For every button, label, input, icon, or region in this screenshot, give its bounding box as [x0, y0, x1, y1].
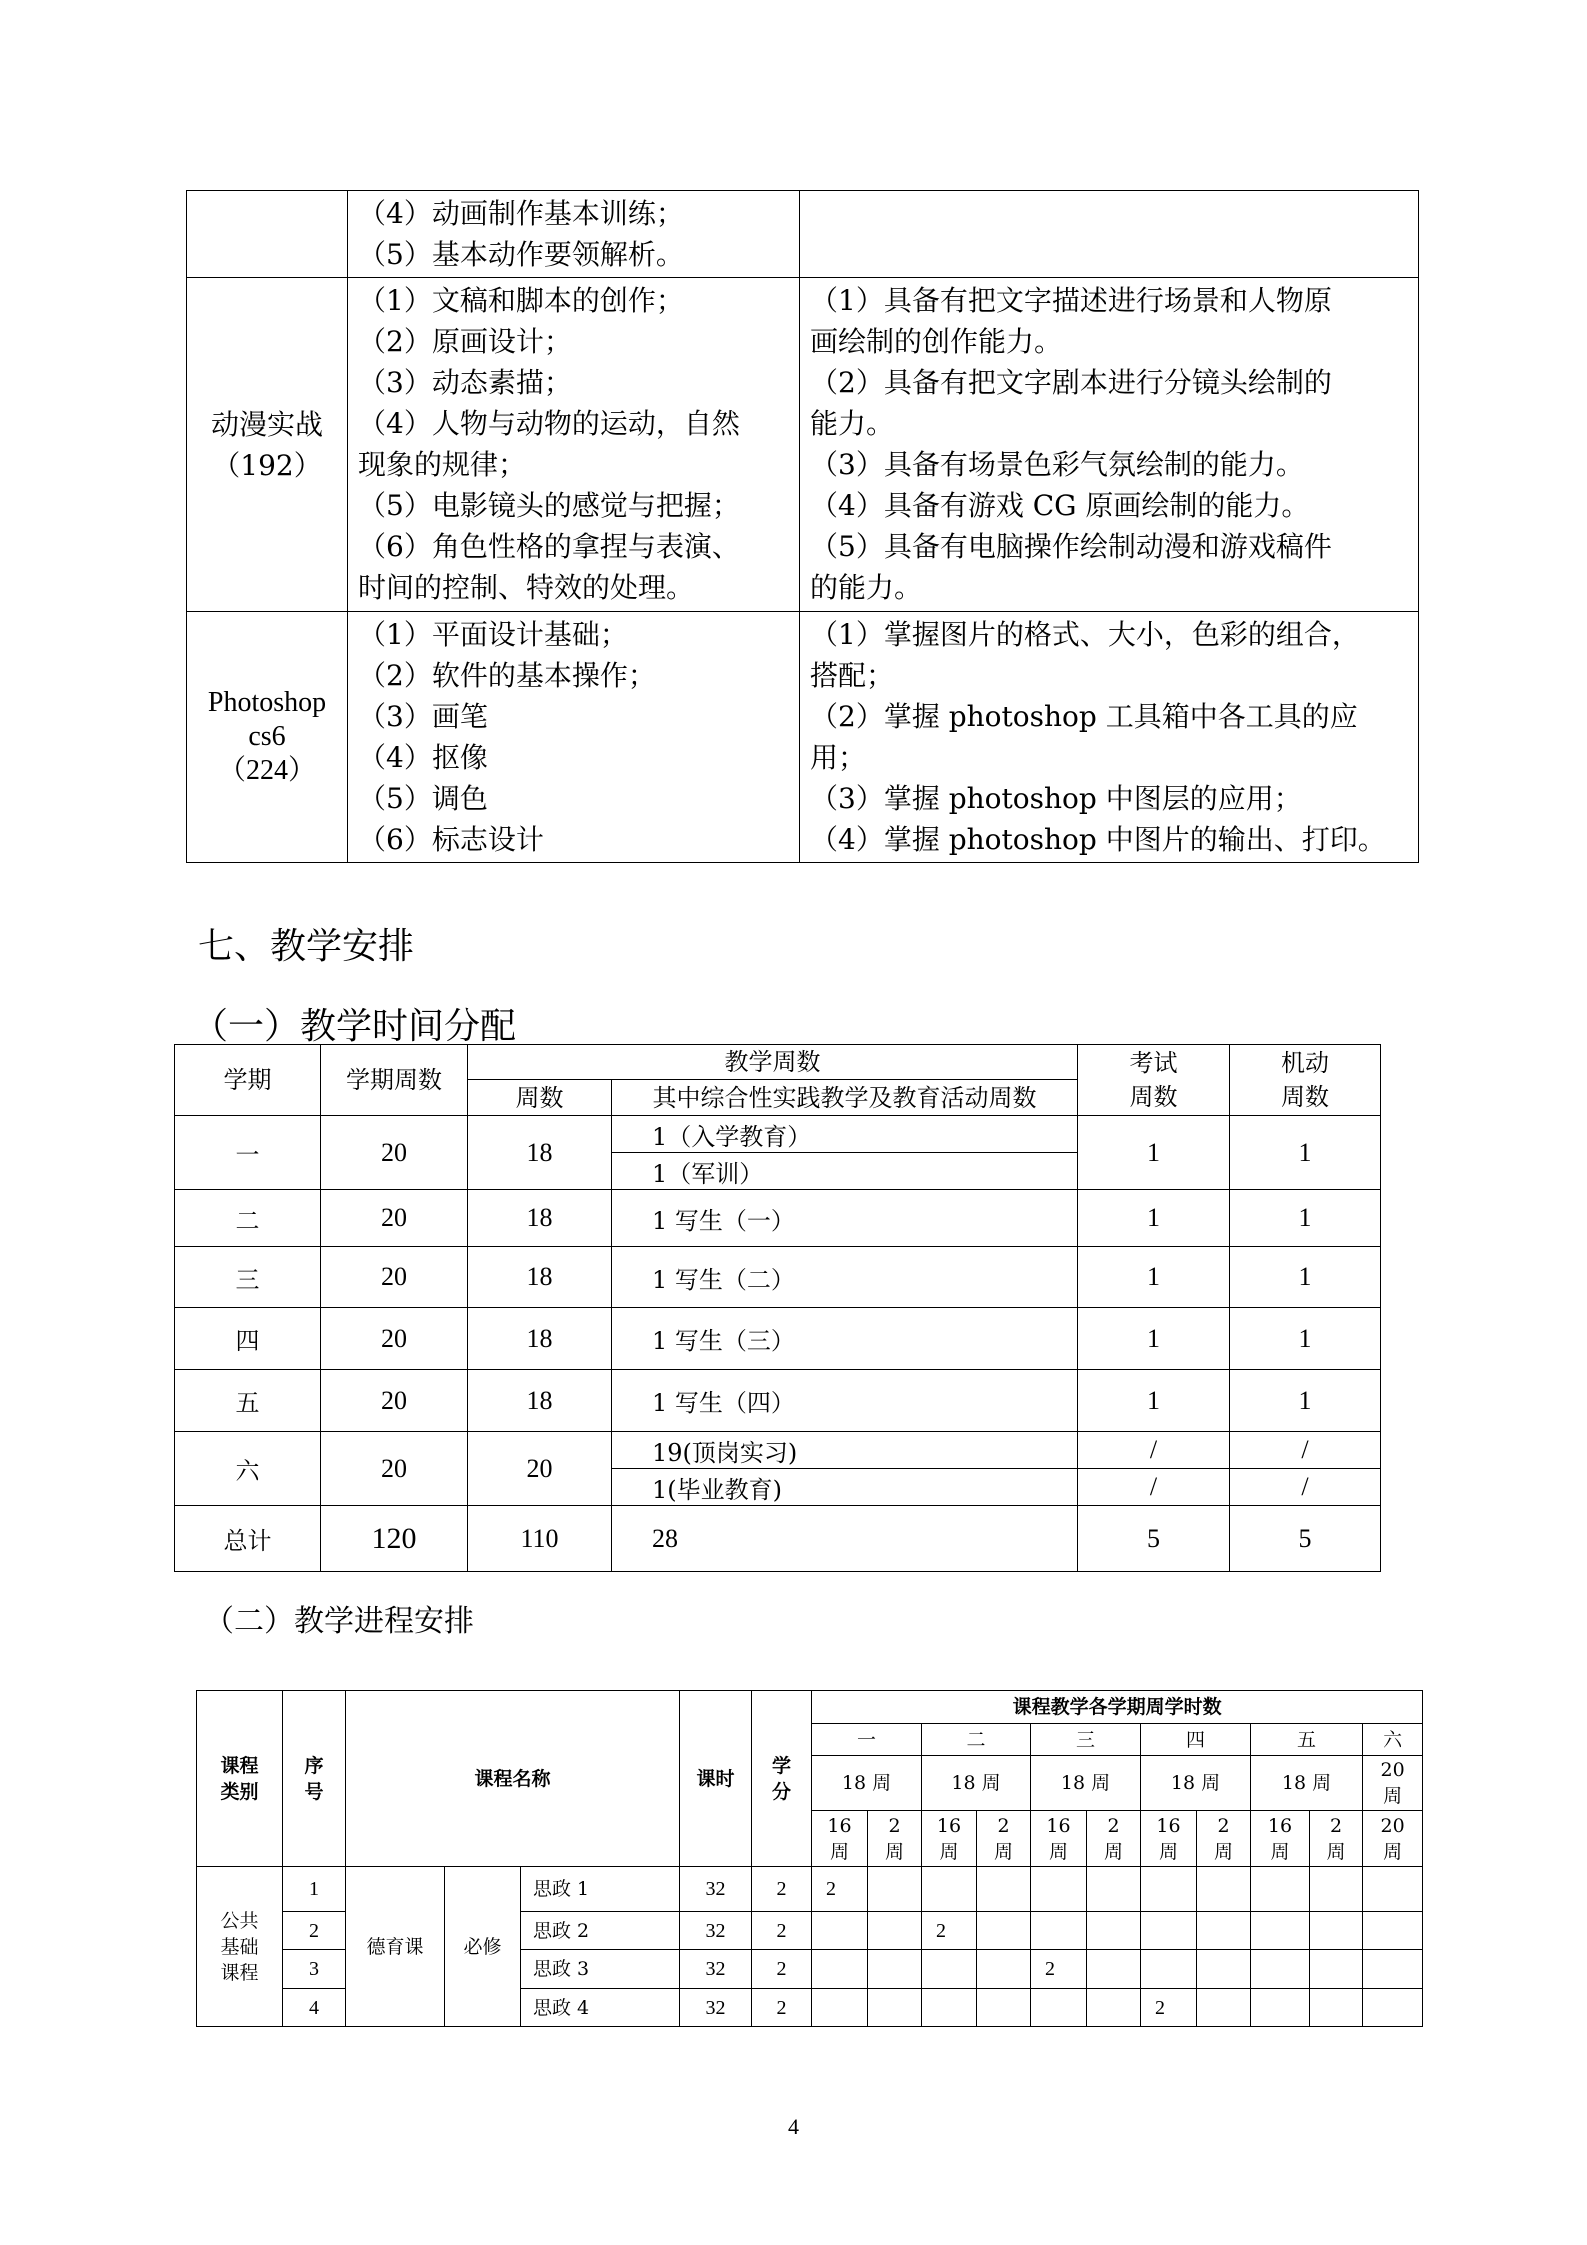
content-line: （3）动态素描； [358, 366, 572, 399]
week-cell [1251, 1989, 1310, 2027]
content-line: 现象的规律； [358, 448, 527, 481]
week-cell [812, 1912, 868, 1950]
week-cell [922, 1950, 977, 1989]
week-cell [1197, 1867, 1251, 1912]
hours-cell: 32 [680, 1950, 752, 1989]
sub-week-header: 2 周 [1310, 1811, 1363, 1867]
week-cell [1031, 1912, 1087, 1950]
week-cell [1141, 1912, 1197, 1950]
term-weeks-header: 20 周 [1363, 1756, 1423, 1811]
table-row [187, 612, 1419, 863]
table-row [175, 1370, 1381, 1432]
week-cell [1197, 1989, 1251, 2027]
table-row [175, 1308, 1381, 1370]
credit-cell: 2 [752, 1950, 812, 1989]
ability-line: （1）具备有把文字描述进行场景和人物原 [810, 284, 1332, 317]
practice-cell: 1 写生（三） [612, 1308, 1078, 1370]
header-practice-weeks: 其中综合性实践教学及教育活动周数 [612, 1080, 1078, 1116]
content-line: （2）软件的基本操作； [358, 659, 656, 692]
weeks-cell: 110 [468, 1506, 612, 1572]
term-weeks-cell: 20 [321, 1247, 468, 1308]
week-cell [1141, 1867, 1197, 1912]
term-weeks-header: 18 周 [812, 1756, 922, 1811]
week-cell [977, 1912, 1031, 1950]
content-line: （4）动画制作基本训练； [358, 197, 684, 230]
week-cell [1251, 1912, 1310, 1950]
course-name-cell: 思政 1 [521, 1867, 680, 1912]
category-cell: 公共 基础 课程 [197, 1867, 283, 2027]
content-line: 时间的控制、特效的处理。 [358, 571, 695, 604]
flex-cell: 1 [1230, 1308, 1381, 1370]
week-cell [1363, 1950, 1423, 1989]
week-cell [1310, 1912, 1363, 1950]
course-content-cell [348, 278, 800, 612]
practice-cell: 1 写生（一） [612, 1190, 1078, 1247]
table-row [187, 191, 1419, 278]
sub-week-header: 2 周 [1197, 1811, 1251, 1867]
week-cell [977, 1950, 1031, 1989]
term-weeks-header: 18 周 [922, 1756, 1031, 1811]
header-hours: 课时 [680, 1691, 752, 1867]
week-cell [1141, 1950, 1197, 1989]
term-cell: 五 [175, 1370, 321, 1432]
flex-cell: / [1230, 1432, 1381, 1469]
week-cell [868, 1912, 922, 1950]
term-header: 四 [1141, 1724, 1251, 1756]
table-row [175, 1190, 1381, 1247]
term-weeks-cell: 20 [321, 1370, 468, 1432]
course-content-cell [348, 612, 800, 863]
week-cell: 2 [1031, 1950, 1087, 1989]
week-cell [922, 1867, 977, 1912]
header-no: 序 号 [283, 1691, 346, 1867]
term-weeks-header: 18 周 [1141, 1756, 1251, 1811]
exam-cell: 1 [1078, 1308, 1230, 1370]
term-header: 三 [1031, 1724, 1141, 1756]
credit-cell: 2 [752, 1867, 812, 1912]
course-name: 动漫实战 [210, 407, 323, 441]
hours-cell: 32 [680, 1989, 752, 2027]
flex-cell: 1 [1230, 1190, 1381, 1247]
exam-cell: 1 [1078, 1190, 1230, 1247]
course-content-table [186, 190, 1419, 863]
course-ability-cell [800, 191, 1419, 278]
header-term: 学期 [175, 1045, 321, 1116]
table-row [175, 1506, 1381, 1572]
ability-line: 画绘制的创作能力。 [810, 325, 1063, 358]
week-cell [1363, 1989, 1423, 2027]
section-heading: 七、教学安排 [198, 926, 415, 967]
week-cell [977, 1867, 1031, 1912]
no-cell: 3 [283, 1950, 346, 1989]
course-name-cell: 思政 2 [521, 1912, 680, 1950]
week-cell: 2 [922, 1912, 977, 1950]
flex-cell: / [1230, 1469, 1381, 1506]
content-line: （1）文稿和脚本的创作； [358, 284, 684, 317]
no-cell: 1 [283, 1867, 346, 1912]
term-weeks-cell: 20 [321, 1308, 468, 1370]
teaching-progress-table [196, 1690, 1423, 2027]
header-term-weeks: 学期周数 [321, 1045, 468, 1116]
header-credit: 学 分 [752, 1691, 812, 1867]
page-number: 4 [788, 2114, 799, 2139]
term-cell: 二 [175, 1190, 321, 1247]
term-cell: 三 [175, 1247, 321, 1308]
header-weekly-hours: 课程教学各学期周学时数 [812, 1691, 1423, 1724]
subsection-heading: （二）教学进程安排 [204, 1604, 474, 1639]
week-cell [868, 1867, 922, 1912]
header-exam-weeks: 考试 周数 [1078, 1045, 1230, 1116]
course-ability-cell [800, 612, 1419, 863]
week-cell [1310, 1950, 1363, 1989]
course-name-version: cs6 [248, 721, 286, 752]
week-cell [1087, 1950, 1141, 1989]
table-row [175, 1116, 1381, 1153]
course-name-cell: 思政 4 [521, 1989, 680, 2027]
course-name-cell [187, 612, 348, 863]
ability-line: （3）具备有场景色彩气氛绘制的能力。 [810, 448, 1304, 481]
week-cell [868, 1950, 922, 1989]
sub-week-header: 16 周 [922, 1811, 977, 1867]
weeks-cell: 18 [468, 1370, 612, 1432]
ability-line: （2）掌握 photoshop 工具箱中各工具的应 [810, 700, 1358, 733]
practice-cell: 1 写生（二） [612, 1247, 1078, 1308]
practice-cell: 1（入学教育） [612, 1116, 1078, 1153]
exam-cell: 1 [1078, 1247, 1230, 1308]
week-cell [1363, 1867, 1423, 1912]
header-course-name: 课程名称 [346, 1691, 680, 1867]
content-line: （5）基本动作要领解析。 [358, 238, 684, 271]
content-line: （3）画笔 [358, 700, 488, 733]
week-cell [812, 1950, 868, 1989]
term-cell: 四 [175, 1308, 321, 1370]
week-cell [868, 1989, 922, 2027]
flex-cell: 1 [1230, 1116, 1381, 1190]
ability-line: （2）具备有把文字剧本进行分镜头绘制的 [810, 366, 1332, 399]
week-cell [1310, 1989, 1363, 2027]
course-name-cell: 思政 3 [521, 1950, 680, 1989]
flex-cell: 5 [1230, 1506, 1381, 1572]
term-header: 一 [812, 1724, 922, 1756]
practice-cell: 1(毕业教育) [612, 1469, 1078, 1506]
week-cell [1087, 1912, 1141, 1950]
content-line: （5）调色 [358, 782, 488, 815]
course-ability-cell [800, 278, 1419, 612]
week-cell: 2 [1141, 1989, 1197, 2027]
sub-week-header: 2 周 [977, 1811, 1031, 1867]
table-header-row [197, 1691, 1423, 1724]
course-content-cell [348, 191, 800, 278]
term-weeks-cell: 20 [321, 1432, 468, 1506]
weeks-cell: 18 [468, 1308, 612, 1370]
term-cell: 一 [175, 1116, 321, 1190]
sub-week-header: 16 周 [1251, 1811, 1310, 1867]
table-header-row [175, 1045, 1381, 1080]
course-name-cell [187, 191, 348, 278]
table-row [187, 278, 1419, 612]
credit-cell: 2 [752, 1912, 812, 1950]
content-line: （4）抠像 [358, 741, 488, 774]
week-cell [1363, 1912, 1423, 1950]
week-cell [977, 1989, 1031, 2027]
sub-week-header: 2 周 [868, 1811, 922, 1867]
header-flex-weeks: 机动 周数 [1230, 1045, 1381, 1116]
ability-line: （3）掌握 photoshop 中图层的应用； [810, 782, 1302, 815]
table-row [197, 1867, 1423, 1912]
content-line: （2）原画设计； [358, 325, 572, 358]
term-weeks-cell: 20 [321, 1116, 468, 1190]
course-hours: （224） [217, 755, 316, 786]
header-teaching-weeks: 教学周数 [468, 1045, 1078, 1080]
teaching-time-table [174, 1044, 1381, 1572]
week-cell [1031, 1867, 1087, 1912]
term-cell: 六 [175, 1432, 321, 1506]
week-cell: 2 [812, 1867, 868, 1912]
course-name: Photoshop [207, 687, 327, 718]
practice-cell: 19(顶岗实习) [612, 1432, 1078, 1469]
table-row [175, 1247, 1381, 1308]
header-category: 课程 类别 [197, 1691, 283, 1867]
week-cell [1197, 1950, 1251, 1989]
weeks-cell: 18 [468, 1247, 612, 1308]
credit-cell: 2 [752, 1989, 812, 2027]
exam-cell: / [1078, 1469, 1230, 1506]
weeks-cell: 18 [468, 1116, 612, 1190]
ability-line: 的能力。 [810, 571, 923, 604]
hours-cell: 32 [680, 1912, 752, 1950]
no-cell: 2 [283, 1912, 346, 1950]
ability-line: 用； [810, 741, 867, 774]
type-cell: 必修 [445, 1867, 521, 2027]
table-row [175, 1432, 1381, 1469]
week-cell [1087, 1989, 1141, 2027]
content-line: （6）标志设计 [358, 823, 544, 856]
content-line: （6）角色性格的拿捏与表演、 [358, 530, 740, 563]
sub-week-header: 16 周 [1031, 1811, 1087, 1867]
content-line: （5）电影镜头的感觉与把握； [358, 489, 740, 522]
practice-cell: 1 写生（四） [612, 1370, 1078, 1432]
week-cell [1310, 1867, 1363, 1912]
content-line: （4）人物与动物的运动，自然 [358, 407, 740, 440]
exam-cell: 5 [1078, 1506, 1230, 1572]
term-weeks-header: 18 周 [1251, 1756, 1363, 1811]
flex-cell: 1 [1230, 1247, 1381, 1308]
sub-week-header: 20 周 [1363, 1811, 1423, 1867]
header-weeks: 周数 [468, 1080, 612, 1116]
ability-line: 搭配； [810, 659, 895, 692]
term-weeks-cell: 20 [321, 1190, 468, 1247]
week-cell [1031, 1989, 1087, 2027]
term-cell: 总计 [175, 1506, 321, 1572]
ability-line: （4）具备有游戏 CG 原画绘制的能力。 [810, 489, 1310, 522]
term-header: 五 [1251, 1724, 1363, 1756]
term-header: 二 [922, 1724, 1031, 1756]
hours-cell: 32 [680, 1867, 752, 1912]
no-cell: 4 [283, 1989, 346, 2027]
subsection-heading: （一）教学时间分配 [192, 1006, 517, 1047]
ability-line: （5）具备有电脑操作绘制动漫和游戏稿件 [810, 530, 1332, 563]
weeks-cell: 20 [468, 1432, 612, 1506]
ability-line: 能力。 [810, 407, 895, 440]
sub-week-header: 16 周 [812, 1811, 868, 1867]
sub-week-header: 2 周 [1087, 1811, 1141, 1867]
ability-line: （1）掌握图片的格式、大小，色彩的组合， [810, 618, 1360, 651]
weeks-cell: 18 [468, 1190, 612, 1247]
exam-cell: 1 [1078, 1370, 1230, 1432]
practice-cell: 28 [612, 1506, 1078, 1572]
week-cell [1197, 1912, 1251, 1950]
exam-cell: / [1078, 1432, 1230, 1469]
content-line: （1）平面设计基础； [358, 618, 628, 651]
course-name-cell [187, 278, 348, 612]
term-weeks-cell: 120 [321, 1506, 468, 1572]
term-weeks-header: 18 周 [1031, 1756, 1141, 1811]
week-cell [1251, 1950, 1310, 1989]
ability-line: （4）掌握 photoshop 中图片的输出、打印。 [810, 823, 1386, 856]
term-header: 六 [1363, 1724, 1423, 1756]
week-cell [1087, 1867, 1141, 1912]
flex-cell: 1 [1230, 1370, 1381, 1432]
week-cell [812, 1989, 868, 2027]
practice-cell: 1（军训） [612, 1153, 1078, 1190]
sub-week-header: 16 周 [1141, 1811, 1197, 1867]
course-hours: （192） [212, 448, 322, 482]
group-cell: 德育课 [346, 1867, 445, 2027]
exam-cell: 1 [1078, 1116, 1230, 1190]
week-cell [922, 1989, 977, 2027]
week-cell [1251, 1867, 1310, 1912]
